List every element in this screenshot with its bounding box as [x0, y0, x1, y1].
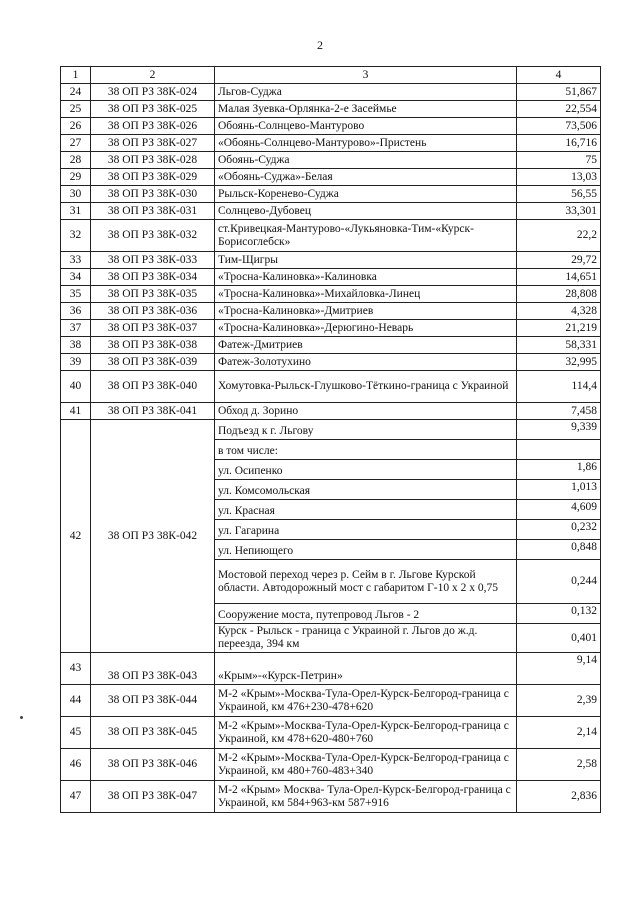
row-number: 44 [61, 685, 91, 717]
road-length: 28,808 [517, 286, 601, 303]
road-code: 38 ОП РЗ 38К-047 [91, 781, 215, 813]
road-length: 22,2 [517, 220, 601, 252]
road-length: 2,14 [517, 717, 601, 749]
road-code: 38 ОП РЗ 38К-035 [91, 286, 215, 303]
row-number: 40 [61, 371, 91, 403]
table-row [61, 685, 601, 717]
row-number: 29 [61, 169, 91, 186]
road-name: ст.Кривецкая-Мантурово-«Лукьяновка-Тим-«Курск-Борисоглебск» [215, 220, 517, 252]
road-code: 38 ОП РЗ 38К-039 [91, 354, 215, 371]
row-number: 45 [61, 717, 91, 749]
road-section-length: 0,132 [517, 604, 601, 624]
row-number: 32 [61, 220, 91, 252]
table-row [61, 337, 601, 354]
road-code: 38 ОП РЗ 38К-041 [91, 403, 215, 420]
road-code: 38 ОП РЗ 38К-043 [91, 653, 215, 685]
row-number: 46 [61, 749, 91, 781]
road-length: 32,995 [517, 354, 601, 371]
road-length: 14,651 [517, 269, 601, 286]
row-number: 30 [61, 186, 91, 203]
road-length: 22,554 [517, 101, 601, 118]
road-length: 4,328 [517, 303, 601, 320]
road-section-name: ул. Непиющего [215, 540, 517, 560]
road-length: 75 [517, 152, 601, 169]
table-row [61, 252, 601, 269]
row-number: 35 [61, 286, 91, 303]
table-row [61, 152, 601, 169]
table-row [61, 118, 601, 135]
road-code: 38 ОП РЗ 38К-042 [91, 420, 215, 653]
table-row [61, 186, 601, 203]
road-section-length: 0,848 [517, 540, 601, 560]
road-section-name: ул. Осипенко [215, 460, 517, 480]
row-number: 37 [61, 320, 91, 337]
road-length: 29,72 [517, 252, 601, 269]
road-name: М-2 «Крым»-Москва-Тула-Орел-Курск-Белгород-граница с Украиной, км 478+620-480+760 [215, 717, 517, 749]
table-row [61, 135, 601, 152]
road-name: М-2 «Крым» Москва- Тула-Орел-Курск-Белгород-граница с Украиной, км 584+963-км 587+916 [215, 781, 517, 813]
table-row [61, 371, 601, 403]
road-section-name: в том числе: [215, 440, 517, 460]
road-length: 73,506 [517, 118, 601, 135]
road-code: 38 ОП РЗ 38К-031 [91, 203, 215, 220]
road-section-name: Мостовой переход через р. Сейм в г. Льгове Курской области. Автодорожный мост с габаритом Г-10 х 2 х 0,75 [215, 560, 517, 604]
road-name: Солнцево-Дубовец [215, 203, 517, 220]
road-code: 38 ОП РЗ 38К-034 [91, 269, 215, 286]
road-name: Обоянь-Суджа [215, 152, 517, 169]
row-number: 41 [61, 403, 91, 420]
table-row [61, 403, 601, 420]
road-name: М-2 «Крым»-Москва-Тула-Орел-Курск-Белгород-граница с Украиной, км 476+230-478+620 [215, 685, 517, 717]
table-row [61, 203, 601, 220]
road-code: 38 ОП РЗ 38К-044 [91, 685, 215, 717]
road-name: «Тросна-Калиновка»-Дмитриев [215, 303, 517, 320]
row-number: 34 [61, 269, 91, 286]
table-row [61, 286, 601, 303]
road-length: 16,716 [517, 135, 601, 152]
road-length: 9,14 [517, 653, 601, 685]
table-row [61, 420, 601, 440]
road-section-length: 9,339 [517, 420, 601, 440]
road-name: «Обоянь-Суджа»-Белая [215, 169, 517, 186]
road-section-length: 4,609 [517, 500, 601, 520]
road-name: «Тросна-Калиновка»-Калиновка [215, 269, 517, 286]
road-code: 38 ОП РЗ 38К-037 [91, 320, 215, 337]
road-code: 38 ОП РЗ 38К-045 [91, 717, 215, 749]
road-code: 38 ОП РЗ 38К-026 [91, 118, 215, 135]
table-row [61, 749, 601, 781]
road-section-name: ул. Комсомольская [215, 480, 517, 500]
road-name: «Тросна-Калиновка»-Михайловка-Линец [215, 286, 517, 303]
road-name: «Тросна-Калиновка»-Дерюгино-Неварь [215, 320, 517, 337]
table-row [61, 84, 601, 101]
row-number: 31 [61, 203, 91, 220]
road-section-name: Сооружение моста, путепровод Льгов - 2 [215, 604, 517, 624]
table-body [61, 84, 601, 813]
row-number: 43 [61, 653, 91, 685]
road-length: 2,58 [517, 749, 601, 781]
row-number: 47 [61, 781, 91, 813]
road-name: Обоянь-Солнцево-Мантурово [215, 118, 517, 135]
road-name: Рыльск-Коренево-Суджа [215, 186, 517, 203]
road-section-length: 0,401 [517, 624, 601, 653]
road-section-name: Курск - Рыльск - граница с Украиной г. Льгов до ж.д. переезда, 394 км [215, 624, 517, 653]
table-row [61, 781, 601, 813]
page-number: 2 [317, 38, 323, 52]
road-register-table [60, 66, 601, 813]
road-section-length: 1,013 [517, 480, 601, 500]
road-code: 38 ОП РЗ 38К-028 [91, 152, 215, 169]
road-code: 38 ОП РЗ 38К-040 [91, 371, 215, 403]
road-section-length: 1,86 [517, 460, 601, 480]
road-length: 33,301 [517, 203, 601, 220]
table-row [61, 320, 601, 337]
road-length: 51,867 [517, 84, 601, 101]
road-code: 38 ОП РЗ 38К-036 [91, 303, 215, 320]
road-length: 13,03 [517, 169, 601, 186]
row-number: 27 [61, 135, 91, 152]
table-row [61, 169, 601, 186]
table-header-row [61, 67, 601, 84]
road-section-name: Подъезд к г. Льгову [215, 420, 517, 440]
row-number: 26 [61, 118, 91, 135]
column-number-2: 2 [91, 67, 215, 84]
road-code: 38 ОП РЗ 38К-030 [91, 186, 215, 203]
row-number: 33 [61, 252, 91, 269]
road-length: 21,219 [517, 320, 601, 337]
road-name: Фатеж-Золотухино [215, 354, 517, 371]
road-section-length [517, 440, 601, 460]
row-number: 38 [61, 337, 91, 354]
table-row [61, 717, 601, 749]
road-code: 38 ОП РЗ 38К-027 [91, 135, 215, 152]
road-name: Хомутовка-Рыльск-Глушково-Тёткино-граница с Украиной [215, 371, 517, 403]
table-row [61, 220, 601, 252]
row-number: 28 [61, 152, 91, 169]
table-row [61, 269, 601, 286]
road-name: «Обоянь-Солнцево-Мантурово»-Пристень [215, 135, 517, 152]
road-code: 38 ОП РЗ 38К-033 [91, 252, 215, 269]
road-section-name: ул. Красная [215, 500, 517, 520]
row-number: 36 [61, 303, 91, 320]
road-section-name: ул. Гагарина [215, 520, 517, 540]
road-length: 2,39 [517, 685, 601, 717]
road-name: Фатеж-Дмитриев [215, 337, 517, 354]
road-section-length: 0,244 [517, 560, 601, 604]
column-number-1: 1 [61, 67, 91, 84]
road-code: 38 ОП РЗ 38К-038 [91, 337, 215, 354]
road-code: 38 ОП РЗ 38К-025 [91, 101, 215, 118]
road-code: 38 ОП РЗ 38К-046 [91, 749, 215, 781]
table-row [61, 303, 601, 320]
road-length: 114,4 [517, 371, 601, 403]
road-length: 58,331 [517, 337, 601, 354]
road-name: Льгов-Суджа [215, 84, 517, 101]
road-name: «Крым»-«Курск-Петрин» [215, 653, 517, 685]
road-name: Малая Зуевка-Орлянка-2-е Засеймье [215, 101, 517, 118]
road-name: Тим-Щигры [215, 252, 517, 269]
row-number: 24 [61, 84, 91, 101]
table-row [61, 653, 601, 685]
road-name: Обход д. Зорино [215, 403, 517, 420]
row-number: 42 [61, 420, 91, 653]
road-length: 7,458 [517, 403, 601, 420]
scan-speck [20, 716, 23, 719]
road-code: 38 ОП РЗ 38К-029 [91, 169, 215, 186]
table-row [61, 354, 601, 371]
table-row [61, 101, 601, 118]
road-name: М-2 «Крым»-Москва-Тула-Орел-Курск-Белгород-граница с Украиной, км 480+760-483+340 [215, 749, 517, 781]
road-length: 2,836 [517, 781, 601, 813]
row-number: 39 [61, 354, 91, 371]
column-number-4: 4 [517, 67, 601, 84]
road-code: 38 ОП РЗ 38К-024 [91, 84, 215, 101]
column-number-3: 3 [215, 67, 517, 84]
road-length: 56,55 [517, 186, 601, 203]
row-number: 25 [61, 101, 91, 118]
road-section-length: 0,232 [517, 520, 601, 540]
road-code: 38 ОП РЗ 38К-032 [91, 220, 215, 252]
